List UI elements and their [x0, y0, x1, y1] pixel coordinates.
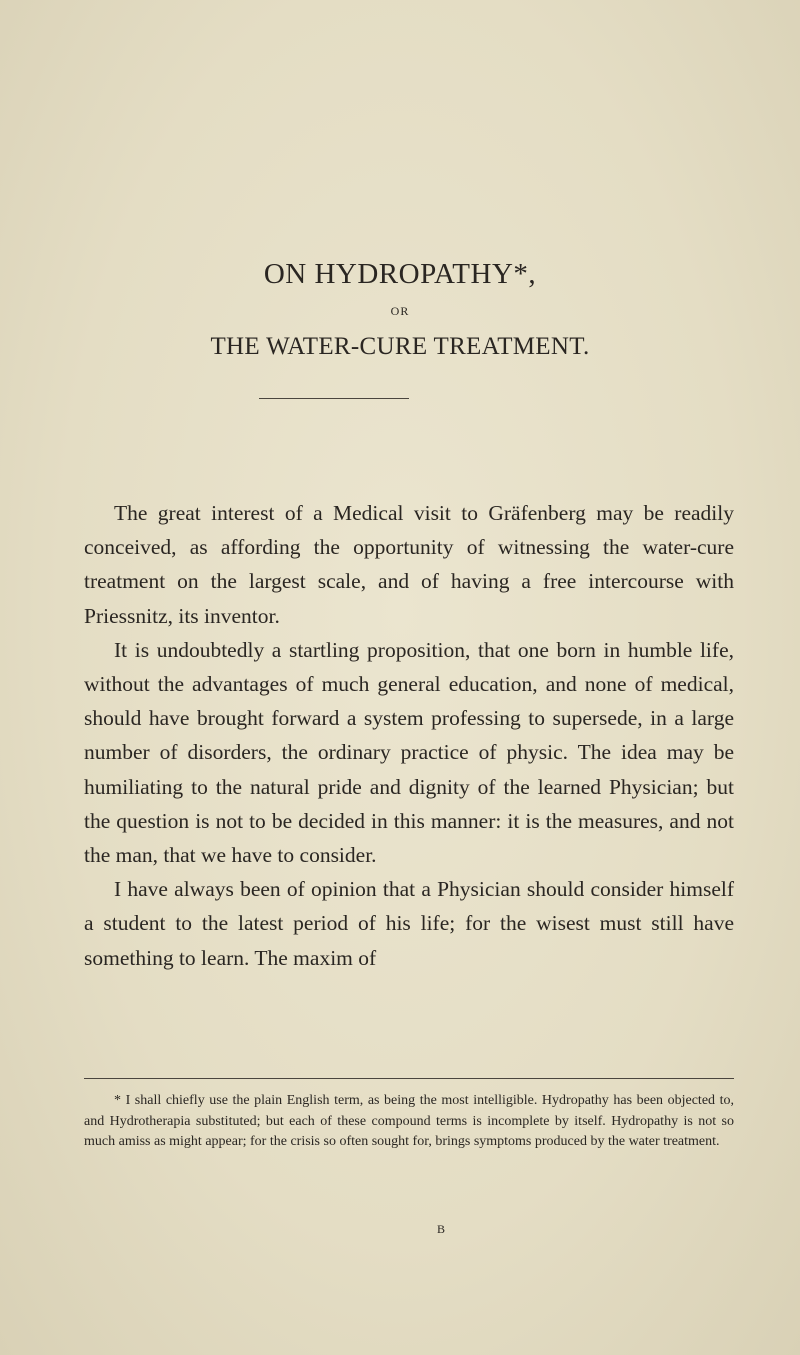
paragraph: I have always been of opinion that a Physician should consider himself a student to the latest period of his life; for the wisest must still have something to learn. The maxim of — [84, 877, 734, 970]
title-connector: OR — [390, 304, 410, 318]
title-divider — [259, 398, 409, 399]
paragraph: The great interest of a Medical visit to Gräfenberg may be readily conceived, as affording the opportunity of witnessing the water-cure treatment on the largest scale, and of having a free intercourse with Priessnitz, its inventor. — [84, 501, 734, 628]
footnote-divider — [84, 1078, 734, 1079]
footnote: * I shall chiefly use the plain English term, as being the most intelligible. Hydropathy has been objected to, and Hydrotherapia substituted; but each of these compound terms is incomplete by itself. Hydropathy is not so much amiss as might appear; for the crisis so often sought for, brings symptoms produced by the water treatment. — [84, 1093, 734, 1149]
paragraph: It is undoubtedly a startling proposition, that one born in humble life, without the advantages of much general education, and none of medical, should have brought forward a system professing to supersede, in a large number of disorders, the ordinary practice of physic. The idea may be humiliating to the natural pride and dignity of the learned Physician; but the question is not to be decided in this manner: it is the measures, and not the man, that we have to consider. — [84, 637, 734, 868]
page-title: ON HYDROPATHY*, — [263, 258, 537, 290]
body-text — [84, 496, 734, 975]
signature-mark: B — [437, 1222, 446, 1236]
page-subtitle: THE WATER-CURE TREATMENT. — [210, 333, 590, 360]
